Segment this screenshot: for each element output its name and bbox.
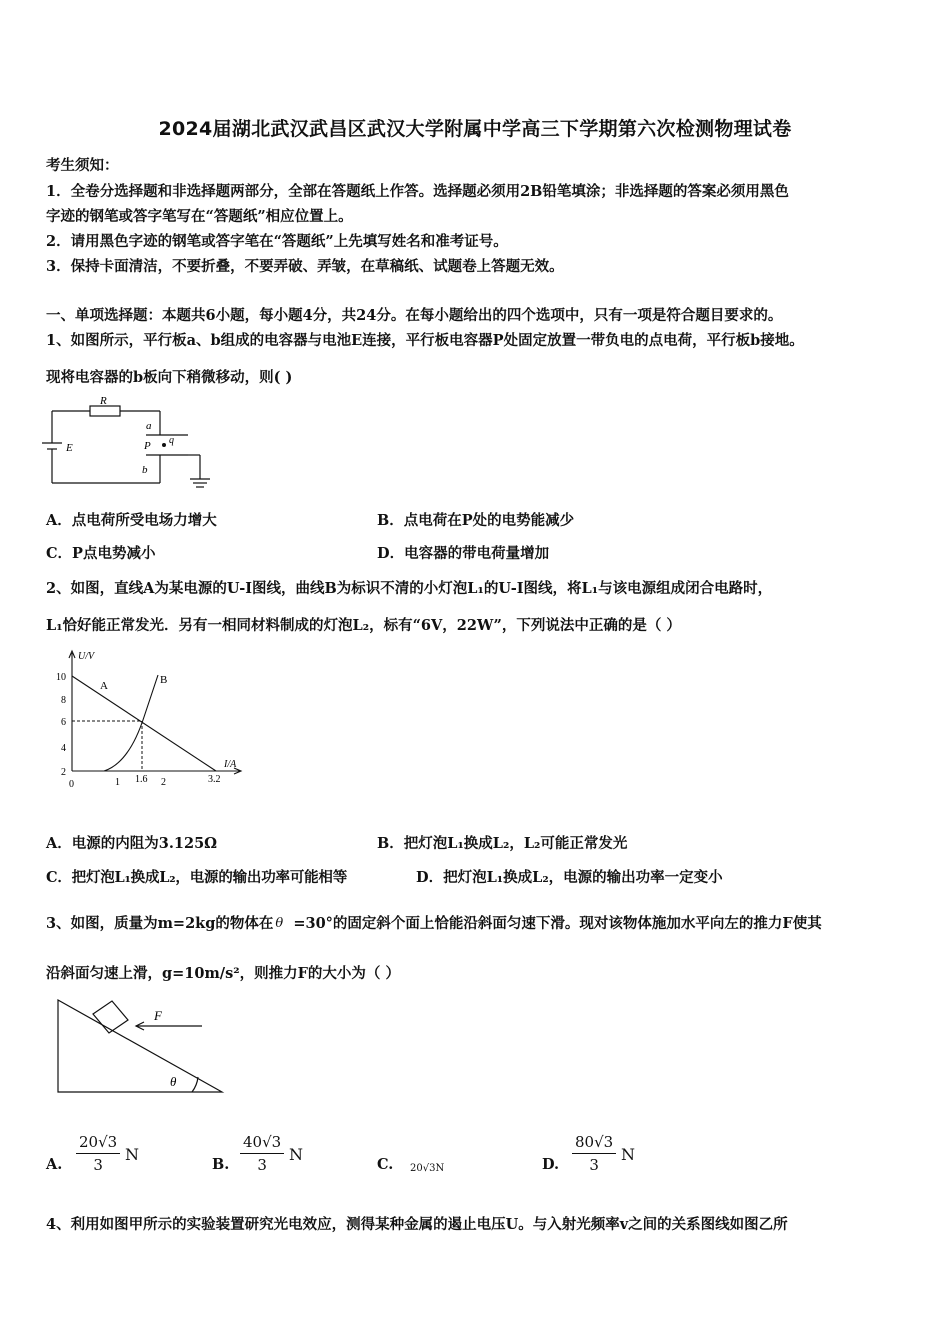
notice-heading: 考生须知： [46, 157, 119, 174]
q3-option-b-denominator: 3 [257, 1156, 267, 1174]
y-tick: 10 [56, 672, 66, 683]
q1-circuit-diagram [38, 393, 218, 497]
q3-option-b-label: B. [212, 1156, 230, 1173]
y-tick: 8 [61, 695, 66, 706]
q1-option-a: A．点电荷所受电场力增大 [46, 512, 217, 529]
q3-stem-pre: 3、如图，质量为m=2kg的物体在 [46, 915, 274, 932]
angle-theta-label: θ [170, 1074, 177, 1089]
q3-option-d-fraction [572, 1133, 616, 1174]
force-f-label: F [154, 1008, 162, 1023]
q3-option-b-fraction [240, 1133, 284, 1174]
q2-option-a: A．电源的内阻为3.125Ω [46, 835, 218, 852]
q3-option-a-unit: N [125, 1145, 139, 1164]
q3-option-d-numerator: 80√3 [572, 1133, 616, 1154]
x-tick: 1.6 [135, 774, 148, 785]
q3-option-a-fraction [76, 1133, 120, 1174]
q1-stem-line1: 1、如图所示，平行板a、b组成的电容器与电池E连接，平行板电容器P处固定放置一带负电的点电荷，平行板b接地。 [46, 332, 804, 349]
plate-a-label: a [146, 420, 152, 432]
q4-stem-line1: 4、利用如图甲所示的实验装置研究光电效应，测得某种金属的遏止电压U。与入射光频率v之间的关系图线如图乙所 [46, 1216, 788, 1233]
q1-option-c: C．P点电势减小 [46, 545, 156, 562]
q3-option-a-numerator: 20√3 [76, 1133, 120, 1154]
battery-label: E [66, 442, 73, 454]
y-axis-label: U/V [78, 651, 95, 662]
q1-option-b: B．点电荷在P处的电势能减少 [377, 512, 575, 529]
curve-b-label: B [160, 674, 168, 686]
q2-option-d: D．把灯泡L₁换成L₂，电源的输出功率一定变小 [416, 869, 723, 886]
q3-option-d-label: D. [542, 1156, 560, 1173]
q2-stem-line1: 2、如图，直线A为某电源的U-I图线，曲线B为标识不清的小灯泡L₁的U-I图线，将L₁与该电源组成闭合电路时， [46, 580, 773, 597]
q3-option-a-denominator: 3 [93, 1156, 103, 1174]
theta-symbol: θ [275, 916, 284, 931]
y-tick: 6 [61, 717, 66, 728]
charge-q-label: q [169, 435, 174, 446]
q3-option-c-value: 20√3N [410, 1163, 445, 1174]
line-a-label: A [100, 680, 108, 692]
q3-incline-diagram [54, 996, 240, 1096]
q3-option-b-numerator: 40√3 [240, 1133, 284, 1154]
q3-stem-post: =30°的固定斜个面上恰能沿斜面匀速下滑。现对该物体施加水平向左的推力F使其 [293, 915, 822, 932]
y-tick: 4 [61, 743, 66, 754]
q3-option-d-unit: N [621, 1145, 635, 1164]
q3-stem-line2: 沿斜面匀速上滑，g=10m/s²，则推力F的大小为（ ） [46, 965, 400, 982]
q3-option-d-denominator: 3 [589, 1156, 599, 1174]
section-heading: 一、单项选择题：本题共6小题，每小题4分，共24分。在每小题给出的四个选项中，只有一项是符合题目要求的。 [46, 307, 783, 324]
x-axis-label: I/A [224, 759, 237, 770]
x-tick: 2 [161, 777, 166, 788]
q3-option-c-label: C. [377, 1156, 394, 1173]
page-title: 2024届湖北武汉武昌区武汉大学附属中学高三下学期第六次检测物理试卷 [158, 118, 792, 140]
q1-option-d: D．电容器的带电荷量增加 [377, 545, 550, 562]
x-tick: 3.2 [208, 774, 221, 785]
y-tick: 2 [61, 767, 66, 778]
q3-option-b-unit: N [289, 1145, 303, 1164]
plate-b-label: b [142, 464, 148, 476]
resistor-label: R [100, 395, 107, 407]
q3-option-a-label: A. [46, 1156, 63, 1173]
x-tick: 1 [115, 777, 120, 788]
notice-item: 字迹的钢笔或答字笔写在“答题纸”相应位置上。 [46, 208, 353, 225]
q2-stem-line2: L₁恰好能正常发光．另有一相同材料制成的灯泡L₂，标有“6V，22W”，下列说法中正确的是（ ） [46, 617, 681, 634]
q2-option-b: B．把灯泡L₁换成L₂，L₂可能正常发光 [377, 835, 628, 852]
q2-option-c: C．把灯泡L₁换成L₂，电源的输出功率可能相等 [46, 869, 348, 886]
q1-stem-line2: 现将电容器的b板向下稍微移动，则( ) [46, 369, 293, 386]
notice-item: 3．保持卡面清洁，不要折叠，不要弄破、弄皱，在草稿纸、试题卷上答题无效。 [46, 258, 564, 275]
point-p-label: P [144, 440, 151, 452]
notice-item: 2．请用黑色字迹的钢笔或答字笔在“答题纸”上先填写姓名和准考证号。 [46, 233, 508, 250]
q2-ui-graph [44, 645, 248, 797]
q3-stem-line1 [46, 912, 822, 933]
x-tick: 0 [69, 779, 74, 790]
notice-item: 1．全卷分选择题和非选择题两部分，全部在答题纸上作答。选择题必须用2B铅笔填涂；非选择题的答案必须用黑色 [46, 183, 789, 200]
